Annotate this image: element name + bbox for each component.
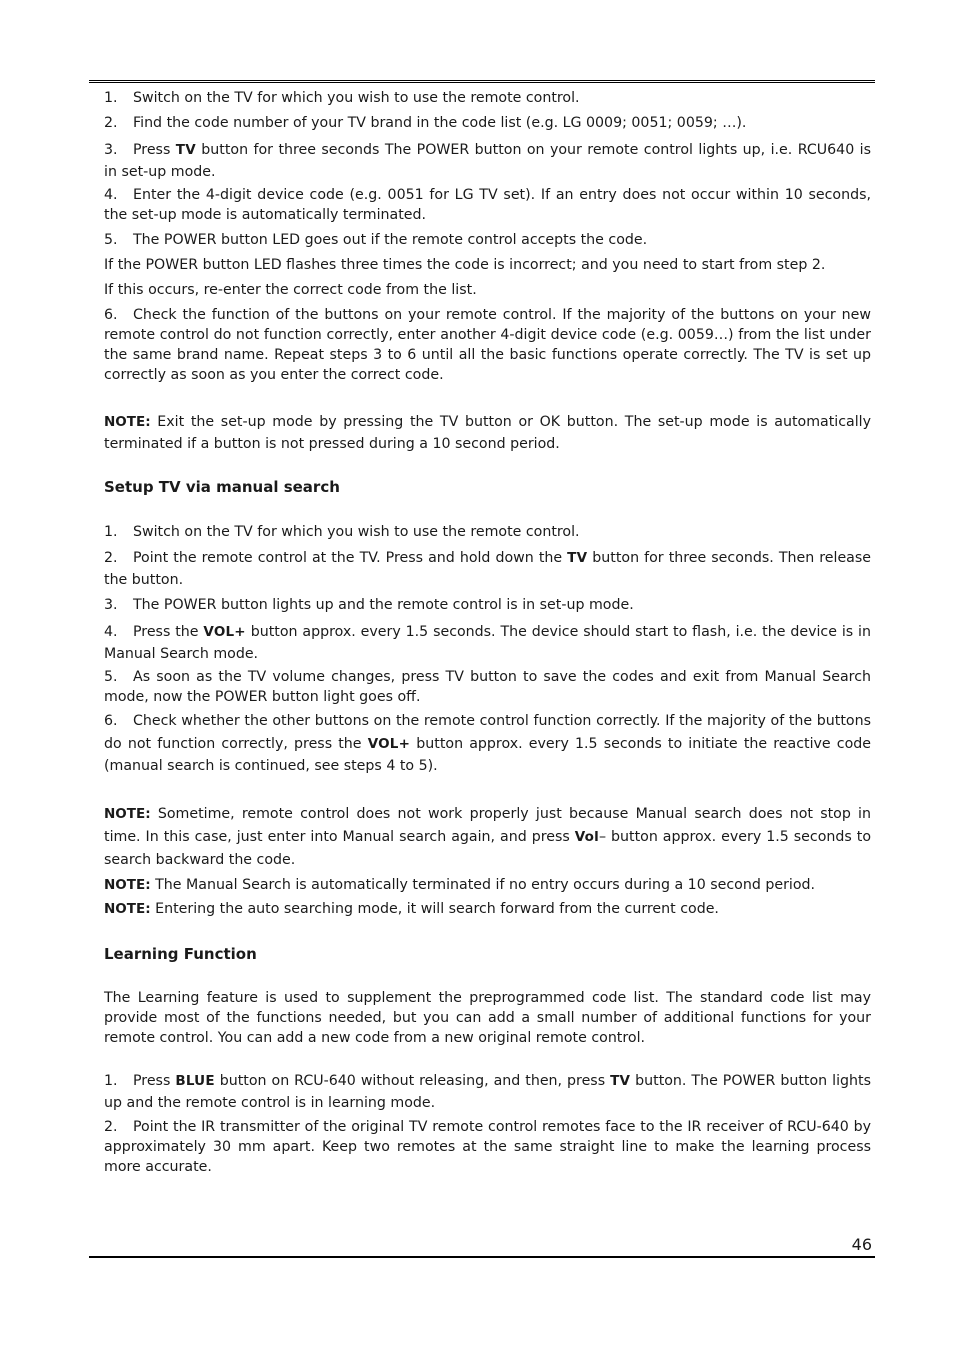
note-text: – button approx. every 1.5 seconds to search backward the code. [104, 828, 872, 868]
list-item [89, 621, 871, 665]
list-text: button for three seconds. Then release the button. [104, 550, 871, 588]
key-label: VOL+ [367, 735, 411, 752]
key-label: VOL+ [203, 624, 246, 640]
list-number: 6. [104, 307, 118, 323]
list-text: Check whether the other buttons on the remote control function correctly. If the majority of the buttons do not function correctly, press the [104, 713, 871, 752]
list-text: button for three seconds The POWER button on your remote control lights up, i.e. RCU640 is in set-up mode. [104, 142, 871, 180]
list-number: 5. [104, 669, 118, 685]
section-heading: Learning Function [104, 944, 257, 963]
page-number: 46 [851, 1235, 872, 1254]
list-number: 5. [104, 232, 118, 248]
note-label: NOTE: [104, 805, 151, 822]
list-item [89, 522, 871, 542]
list-text: Point the remote control at the TV. Press and hold down the [133, 550, 568, 566]
list-item [89, 139, 871, 183]
list-item [89, 710, 871, 778]
list-item [89, 547, 871, 591]
list-text: Check the function of the buttons on your remote control. If the majority of the buttons on your new remote control do not function correctly, enter another 4-digit device code (e.g. 0059…) from the list under the same brand name. Repeat steps 3 to 6 until all the basic functions operate correctly. The TV is set up correctly as soon as you enter the correct code. [104, 307, 871, 383]
list-item [89, 667, 871, 707]
paragraph: The Learning feature is used to supplement the preprogrammed code list. The standard code list may provide most of the functions needed, but you can add a small number of additional functions for your remote control. You can add a new code from a new original remote control. [104, 989, 871, 1046]
list-text: As soon as the TV volume changes, press TV button to save the codes and exit from Manual Search mode, now the POWER button light goes off. [104, 669, 871, 705]
list-item [89, 113, 871, 133]
list-item [89, 305, 871, 385]
list-text: button approx. every 1.5 seconds. The device should start to flash, i.e. the device is in Manual Search mode. [104, 624, 871, 662]
list-text: The POWER button lights up and the remote control is in set-up mode. [133, 597, 634, 613]
list-text: The POWER button LED goes out if the remote control accepts the code. [133, 232, 648, 248]
note-label: NOTE: [104, 900, 151, 917]
list-item [89, 230, 871, 250]
list-text: Switch on the TV for which you wish to use the remote control. [133, 524, 580, 540]
list-text: Press [133, 142, 176, 158]
key-label: TV [567, 550, 588, 566]
list-number: 3. [104, 142, 118, 158]
note [89, 803, 871, 872]
list-number: 1. [104, 1072, 118, 1089]
list-text: Press the [133, 624, 204, 640]
page-content [89, 88, 871, 1177]
note-text: Sometime, remote control does not work properly just because Manual search does not stop in time. In this case, just enter into Manual search again, and press [104, 805, 871, 845]
list-continuation: If the POWER button LED flashes three times the code is incorrect; and you need to start from step 2. [104, 257, 826, 273]
bottom-rule [89, 1256, 875, 1258]
note-text: Entering the auto searching mode, it will search forward from the current code. [150, 900, 719, 917]
list-item [89, 88, 871, 108]
list-text: button. The POWER button lights up and the remote control is in learning mode. [104, 1072, 871, 1111]
note-label: NOTE: [104, 876, 151, 893]
note [89, 898, 871, 920]
list-number: 2. [104, 115, 118, 131]
section-heading: Setup TV via manual search [104, 478, 340, 496]
list-number: 6. [104, 713, 118, 729]
list-number: 2. [104, 1118, 118, 1135]
key-label: BLUE [175, 1072, 215, 1089]
key-label: TV [175, 142, 196, 158]
key-label: TV [610, 1072, 631, 1089]
note-text: Exit the set-up mode by pressing the TV button or OK button. The set-up mode is automatically terminated if a button is not pressed during a 10 second period. [104, 414, 871, 452]
list-number: 1. [104, 524, 118, 540]
list-item [89, 1117, 871, 1177]
list-text: Switch on the TV for which you wish to use the remote control. [133, 90, 580, 106]
note-label: NOTE: [104, 414, 151, 430]
list-item [89, 1070, 871, 1114]
list-continuation: If this occurs, re-enter the correct code from the list. [104, 282, 477, 298]
list-number: 4. [104, 624, 118, 640]
list-number: 3. [104, 597, 118, 613]
note-text: The Manual Search is automatically terminated if no entry occurs during a 10 second period. [150, 876, 816, 893]
list-text: Point the IR transmitter of the original TV remote control remotes face to the IR receiver of RCU-640 by approximately 30 mm apart. Keep two remotes at the same straight line to make the learning process more accurate. [104, 1118, 871, 1175]
list-text: button approx. every 1.5 seconds to initiate the reactive code (manual search is continued, see steps 4 to 5). [104, 735, 872, 774]
note [89, 874, 871, 896]
list-number: 2. [104, 550, 118, 566]
list-text: Find the code number of your TV brand in the code list (e.g. LG 0009; 0051; 0059; …). [133, 115, 747, 131]
list-item [89, 595, 871, 615]
top-rule [89, 80, 875, 83]
list-text: Enter the 4-digit device code (e.g. 0051 for LG TV set). If an entry does not occur within 10 seconds, the set-up mode is automatically terminated. [104, 187, 871, 223]
list-text: Press [133, 1072, 176, 1089]
note [89, 411, 871, 455]
list-number: 1. [104, 90, 118, 106]
list-number: 4. [104, 187, 118, 203]
list-item [89, 185, 871, 225]
key-label: Vol [574, 828, 599, 845]
list-text: button on RCU-640 without releasing, and then, press [214, 1072, 611, 1089]
